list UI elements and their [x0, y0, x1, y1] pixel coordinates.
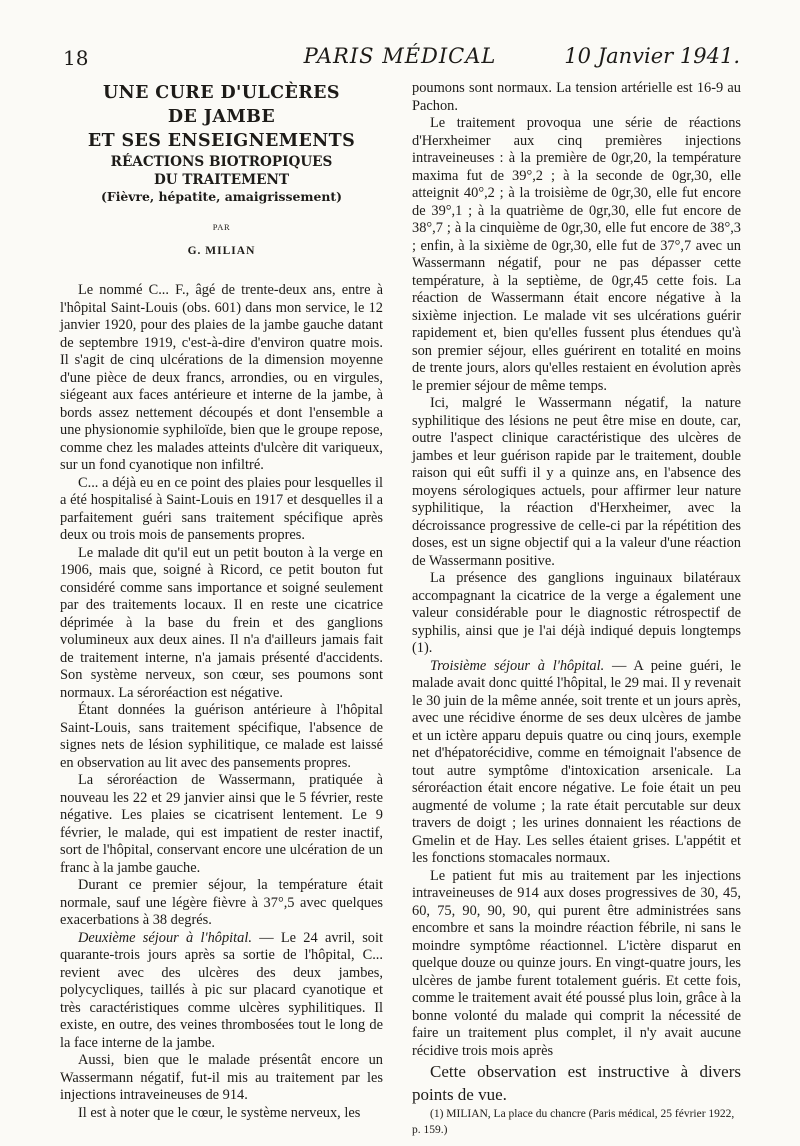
title-line: UNE CURE D'ULCÈRES — [103, 83, 340, 103]
issue-date: 10 Janvier 1941. — [564, 44, 740, 68]
title-line: DE JAMBE — [167, 107, 276, 127]
paragraph — [412, 658, 741, 868]
paragraph: La présence des ganglions inguinaux bilatéraux accompagnant la cicatrice de la verge a également une valeur considérable pour le diagnostic rétrospectif de syphilis, ainsi que je l'ai déjà indiqué depuis longtemps (1). — [412, 570, 741, 656]
by-line: PAR — [212, 222, 231, 232]
subtitle-detail: (Fièvre, hépatite, amaigrissement) — [101, 189, 342, 204]
paragraph: Le patient fut mis au traitement par les injections intraveineuses de 914 aux doses progressives de 30, 45, 60, 75, 90, 90, 90, qui purent être administrées sans encombre et sans la moindre réaction fébrile, ni sans le moindre symptôme réactionnel. L'ictère disparut en quelque douze ou quinze jours. En vingt-quatre jours, les ulcères de jambe furent totalement guéris. Et cette fois, comme le traitement avait été poussé plus loin, grâce à la bonne volonté du malade qui comprit la nécessité de faire un traitement plus complet, il n'y avait aucune récidive trois mois après — [412, 867, 741, 1059]
paragraph: C... a déjà eu en ce point des plaies pour lesquelles il a été hospitalisé à Saint-Louis en 1917 et desquelles il a parfaitement guéri sans traitement spécifique après deux ou trois mois de pansements propres. — [60, 474, 383, 543]
footnote: (1) MILIAN, La place du chancre (Paris médical, 25 février 1922, p. 159.) — [412, 1108, 735, 1136]
right-column — [412, 80, 741, 1138]
title-line: ET SES ENSEIGNEMENTS — [87, 131, 356, 151]
section-heading: Deuxième séjour à l'hôpital. — [78, 929, 252, 946]
paragraph: Aussi, bien que le malade présentât encore un Wassermann négatif, fut-il mis au traitement par les injections intraveineuses de 914. — [60, 1052, 383, 1103]
paragraph-text: — A peine guéri, le malade avait donc quitté l'hôpital, le 29 mai. Il y revenait le 30 juin de la même année, soit trente et un jours après, avec une récidive énorme de ses deux ulcères de jambe et un ictère apparu depuis quatre ou cinq jours, exemple net d'hépatorécidive, comme en témoignait l'absence de tout autre symptôme d'intoxication arsenicale. La séroréaction était encore négative. Le foie était un peu augmenté de volume ; la rate était percutable sur deux travers de doigt ; les urines donnaient les réactions de Gmelin et de Hay. Les selles étaient grises. L'appétit et les fonctions stomacales normaux. — [412, 657, 741, 866]
paragraph: Étant données la guérison antérieure à l'hôpital Saint-Louis, sans traitement spécifique, l'absence de signes nets de lésion syphilitique, ce malade est laissé en observation au lit avec des pansements propres. — [60, 702, 383, 771]
article-title — [60, 82, 383, 152]
journal-title: PARIS MÉDICAL — [303, 44, 497, 68]
paragraph: Le traitement provoqua une série de réactions d'Herxheimer aux cinq premières injections intraveineuses : à la première de 0gr,20, la température maxima fut de 39°,2 ; à la seconde de 0gr,30, elle atteignit 40°,2 ; à la troisième de 0gr,30, elle fut encore de 39°,1 ; à la quatrième de 0gr,30, elle fut encore de 38°,7 ; à la cinquième de 0gr,30, elle fut encore de 38°,3 ; enfin, à la sixième de 0gr,30, elle fut de 37°,7 avec un Wassermann négatif, pour ne pas dépasser cette température, à la septième, de 0gr,45 cette fois. La réaction de Wassermann était encore négative à la sixième injection. Le malade vit ses ulcérations guérir rapidement et, bien qu'elles fussent plus étendues qu'à son premier séjour, elles guérirent en totalité en moins de trente jours, alors qu'elles restaient en évolution après le premier séjour de même temps. — [412, 115, 741, 394]
left-column — [60, 80, 383, 1122]
author-name: G. MILIAN — [187, 244, 256, 257]
paragraph-text: — Le 24 avril, soit quarante-trois jours après sa sortie de l'hôpital, C... revient avec des ulcères des deux jambes, polycycliques, taillés à pic sur placard cyanotique et très caractéristiques comme ulcères syphilitiques. Il existe, en outre, des veines thrombosées tout le long de la face interne de la jambe. — [60, 929, 383, 1051]
paragraph: Le nommé C... F., âgé de trente-deux ans, entre à l'hôpital Saint-Louis (obs. 601) dans mon service, le 12 janvier 1920, pour des plaies de la jambe gauche datant de septembre 1919, c'est-à-dire d'environ quatre mois. Il s'agit de cinq ulcérations de la dimension moyenne d'une pièce de deux francs, arrondies, ou en virgules, siégeant aux faces antérieure et interne de la jambe, à bords assez nettement découpés et dont l'ensemble a une physionomie syphiloïde, bien que le groupe repose, comme chez les malades atteints d'ulcère dit variqueux, sur un fond cyanotique non infiltré. — [60, 282, 383, 473]
paragraph: La séroréaction de Wassermann, pratiquée à nouveau les 22 et 29 janvier ainsi que le 5 février, reste négative. Les plaies se cicatrisent lentement. Le 9 février, le malade, qui est impatient de rester inactif, sort de l'hôpital, conservant encore une ulcération de un franc à la jambe gauche. — [60, 772, 383, 876]
paragraph: Le malade dit qu'il eut un petit bouton à la verge en 1906, mais que, soigné à Ricord, ce petit bouton fut considéré comme sans importance et soigné seulement par des traitements locaux. Il en reste une cicatrice déprimée à la base du frein et des ganglions volumineux aux deux aines. Il n'a d'ailleurs jamais fait de traitement interne, n'a jamais présenté d'accidents. Son système nerveux, son cœur, ses poumons sont normaux. La séroréaction est négative. — [60, 544, 383, 701]
paragraph — [60, 930, 383, 1053]
paragraph: poumons sont normaux. La tension artérielle est 16-9 au Pachon. — [412, 80, 741, 114]
section-heading: Troisième séjour à l'hôpital. — [430, 657, 605, 674]
paragraph: Durant ce premier séjour, la température était normale, sauf une légère fièvre à 37°,5 avec quelques exacerbations à 38 degrés. — [60, 877, 383, 928]
page-header — [0, 0, 800, 80]
subtitle-line: RÉACTIONS BIOTROPIQUES — [110, 154, 333, 170]
subtitle-line: DU TRAITEMENT — [153, 172, 290, 188]
paragraph: Il est à noter que le cœur, le système nerveux, les — [78, 1104, 361, 1121]
page-number: 18 — [63, 46, 89, 70]
paragraph: Ici, malgré le Wassermann négatif, la nature syphilitique des lésions ne peut être mise en doute, car, outre l'aspect clinique caractéristique des ulcères de jambes et leur guérison rapide par le traitement, double raison qui eût suffi il y a quinze ans, en l'absence des moyens sérologiques actuels, pour affirmer leur nature syphilitique, la réaction d'Herxheimer, avec la décroissance progressive de celle-ci par la répétition des doses, est un signe objectif qui a la valeur d'une réaction de Wassermann positive. — [412, 395, 741, 569]
closing-paragraph: Cette observation est instructive à divers points de vue. — [412, 1062, 741, 1104]
